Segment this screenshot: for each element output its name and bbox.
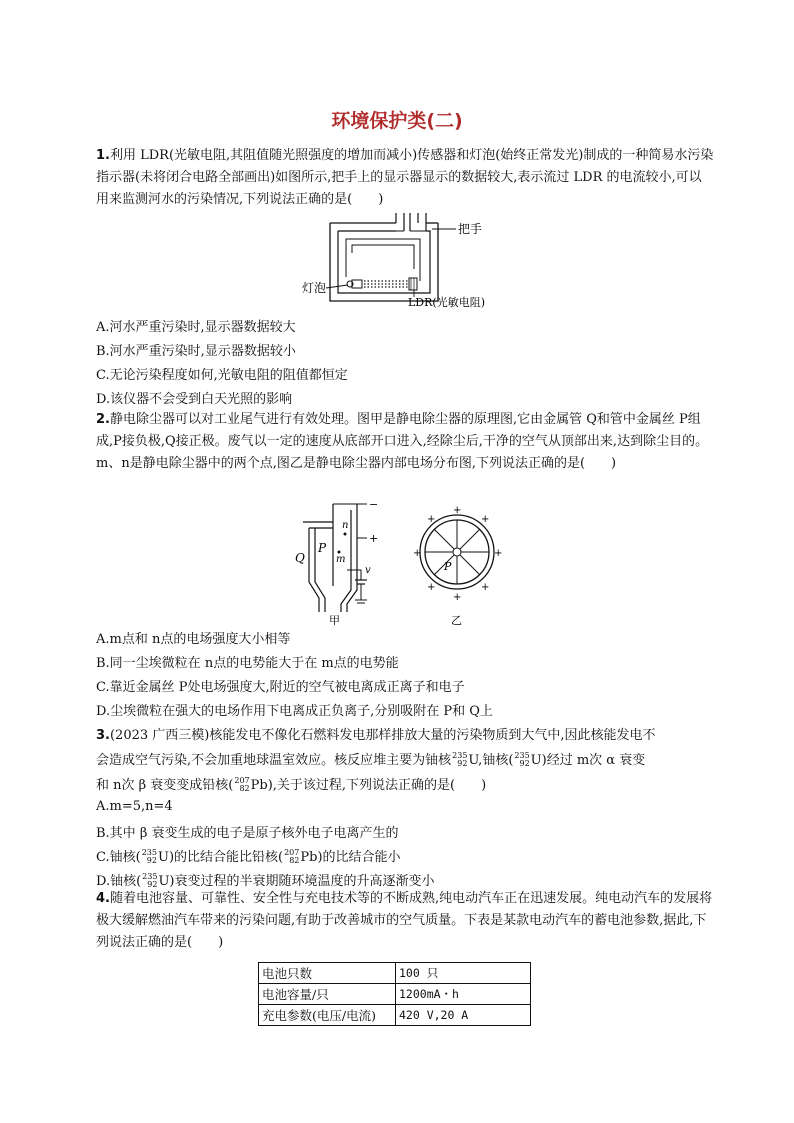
option-3c[interactable]: C.铀核( 235 92 U)的比结合能比铅核( 207 82 Pb)的比结合能小: [96, 848, 401, 865]
svg-text:+: +: [481, 514, 490, 525]
question-number: 3.: [96, 728, 110, 743]
option-3d[interactable]: D.铀核( 235 92 U)衰变过程的半衰期随环境温度的升高逐渐变小: [96, 872, 435, 889]
question-3-line-1: 3.(2023 广西三模)核能发电不像化石燃料发电那样排放大量的污染物质到大气中,因此核能发电不: [96, 728, 656, 743]
question-text: 静电除尘器可以对工业尾气进行有效处理。图甲是静电除尘器的原理图,它由金属管 Q和管中金属丝 P组成,P接负极,Q接正极。废气以一定的速度从底部开口进入,经除尘后,干净的空气从顶部出来,达到除尘目的。m、n是静电除尘器中的两个点,图乙是静电除尘器内部电场分布图,下列说法正确的是( ): [96, 412, 709, 471]
option-1d[interactable]: D.该仪器不会受到白天光照的影响: [96, 392, 293, 407]
svg-text:+: +: [481, 582, 490, 593]
option-2a[interactable]: A.m点和 n点的电场强度大小相等: [96, 632, 291, 647]
center-wire: [453, 548, 461, 556]
point-n: [344, 533, 347, 536]
option-2c[interactable]: C.靠近金属丝 P处电场强度大,附近的空气被电离成正离子和电子: [96, 680, 465, 695]
svg-text:+: +: [427, 582, 436, 593]
svg-text:+: +: [453, 505, 462, 516]
water-pollution-indicator-diagram: [290, 213, 520, 313]
option-1a[interactable]: A.河水严重污染时,显示器数据较大: [96, 320, 296, 335]
table-cell-value: 100 只: [396, 963, 531, 984]
option-3a[interactable]: A.m=5,n=4: [96, 799, 173, 814]
question-text: 利用 LDR(光敏电阻,其阻值随光照强度的增加而减小)传感器和灯泡(始终正常发光)制成的一种简易水污染指示器(未将闭合电路全部画出)如图所示,把手上的显示器显示的数据较大,表示流过 LDR 的电流较小,可以用来监测河水的污染情况,下列说法正确的是( ): [96, 148, 714, 207]
svg-text:m: m: [336, 554, 346, 565]
handle-label: 把手: [458, 222, 483, 236]
option-1c[interactable]: C.无论污染程度如何,光敏电阻的阻值都恒定: [96, 368, 348, 383]
table-row: [259, 1005, 531, 1026]
svg-text:+: +: [494, 548, 503, 559]
label-jia: 甲: [329, 614, 340, 627]
ldr-icon: [409, 278, 417, 290]
table-cell-key: 电池只数: [259, 963, 396, 984]
question-2: [96, 409, 714, 475]
table-row: [259, 984, 531, 1005]
svg-text:P: P: [444, 560, 452, 573]
label-yi: 乙: [451, 614, 462, 627]
option-3b[interactable]: B.其中 β 衰变生成的电子是原子核外电子电离产生的: [96, 826, 399, 841]
question-4: [96, 888, 714, 954]
svg-text:v: v: [365, 565, 371, 576]
svg-text:n: n: [342, 520, 349, 531]
option-2b[interactable]: B.同一尘埃微粒在 n点的电势能大于在 m点的电势能: [96, 656, 399, 671]
question-number: 1.: [96, 148, 110, 163]
table-cell-key: 充电参数(电压/电流): [259, 1005, 396, 1026]
table-cell-value: 1200mA・h: [396, 984, 531, 1005]
option-1b[interactable]: B.河水严重污染时,显示器数据较小: [96, 344, 296, 359]
svg-text:+: +: [427, 514, 436, 525]
table-cell-key: 电池容量/只: [259, 984, 396, 1005]
table-row: [259, 963, 531, 984]
question-3-line-3: 和 n次 β 衰变变成铅核( 207 82 Pb),关于该过程,下列说法正确的是( ): [96, 776, 487, 793]
battery-parameter-table: [258, 962, 531, 1026]
svg-text:+: +: [453, 592, 462, 603]
svg-text:P: P: [318, 541, 327, 555]
question-number: 4.: [96, 891, 110, 906]
handle-tube: [396, 213, 426, 231]
ldr-label: LDR(光敏电阻): [408, 296, 485, 309]
question-1: [96, 145, 714, 211]
question-3-line-2: 会造成空气污染,不会加重地球温室效应。核反应堆主要为铀核 235 92 U,铀核( 235 92 U)经过 m次 α 衰变: [96, 751, 646, 768]
bulb-label: 灯泡: [302, 281, 327, 295]
option-2d[interactable]: D.尘埃微粒在强大的电场作用下电离成正负离子,分别吸附在 P和 Q上: [96, 704, 493, 719]
electrostatic-precipitator-diagram: [285, 500, 525, 628]
svg-text:−: −: [369, 500, 379, 511]
question-text: 随着电池容量、可靠性、安全性与充电技术等的不断成熟,纯电动汽车正在迅速发展。纯电动汽车的发展将极大缓解燃油汽车带来的污染问题,有助于改善城市的空气质量。下表是某款电动汽车的蓄电池参数,据此,下列说法正确的是( ): [96, 891, 713, 950]
svg-text:+: +: [369, 532, 379, 545]
svg-text:+: +: [413, 548, 422, 559]
page-title: 环境保护类(二): [331, 110, 463, 132]
question-number: 2.: [96, 412, 110, 427]
svg-text:Q: Q: [295, 551, 305, 565]
table-cell-value: 420 V,20 A: [396, 1005, 531, 1026]
